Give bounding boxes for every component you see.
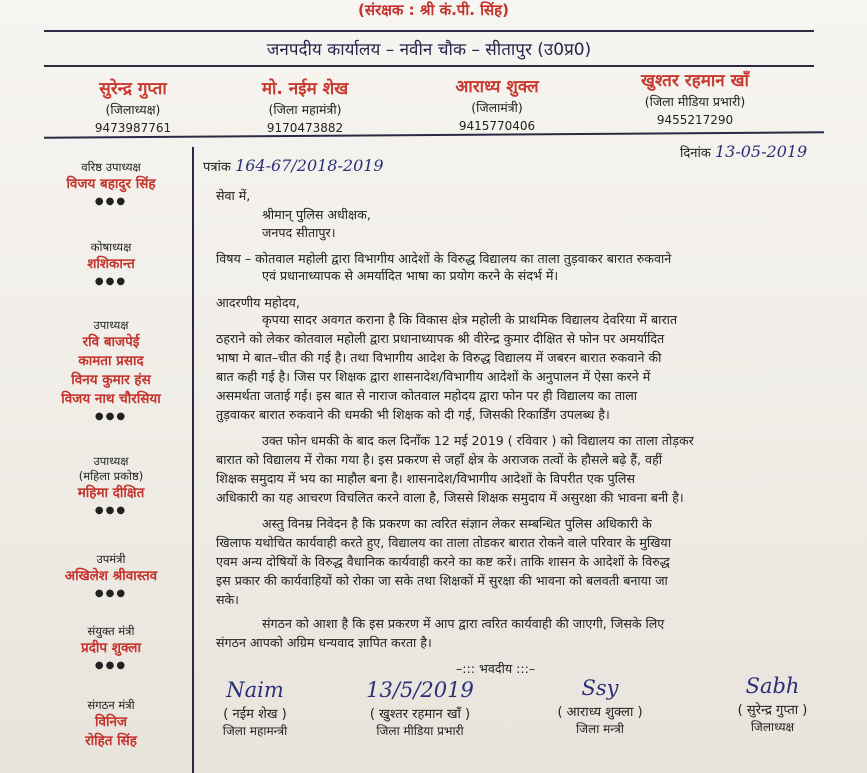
official-name: मो. नईम शेख (261, 79, 349, 99)
signature-scribble: 13/5/2019 (366, 678, 474, 702)
sidebar-name: विनिज (94, 714, 127, 730)
signature-general-secretary (200, 678, 310, 739)
sidebar-divider (192, 147, 194, 773)
sidebar-name: रवि बाजपेई (82, 334, 140, 350)
sidebar-dots: ●●● (94, 588, 128, 599)
reference-label: पत्रांक (203, 160, 231, 175)
sidebar-organisation-secretary (36, 698, 186, 751)
sidebar-dots: ●●● (94, 276, 128, 287)
official-president (48, 76, 218, 135)
sidebar-name: महिमा दीक्षित (77, 485, 145, 501)
sidebar-senior-vice-president (36, 160, 186, 207)
body-line: बात कही गई है। जिस पर शिक्षक द्वारा शासनादेश/विभागीय आदेशों के अनुपालन में ऐसा करने में (216, 369, 651, 384)
official-name: सुरेन्द्र गुप्ता (99, 79, 167, 99)
sidebar-name: शशिकान्त (87, 256, 135, 272)
signatory-name: ( खुश्तर रहमान खाँ ) (369, 707, 471, 722)
signatory-designation: जिला मीडिया प्रभारी (376, 724, 464, 738)
sidebar-joint-secretary (36, 624, 186, 671)
official-phone: 9473987761 (94, 121, 172, 135)
sidebar-dots: ●●● (94, 411, 128, 422)
greeting: आदरणीय महोदय, (216, 295, 300, 310)
sidebar-name: कामता प्रसाद (78, 353, 144, 369)
sidebar-dots: ●●● (94, 196, 128, 207)
reference-value: 164-67/2018-2019 (235, 156, 384, 175)
body-line: भाषा मे बात–चीत की गई है। तथा विभागीय आदेश के विरुद्ध विद्यालय में जबरन बारात रुकवाने की (216, 350, 662, 365)
body-line: असमर्थता जताई गई। इस बात से नाराज कोतवाल महोदय द्वारा फोन पर ही विद्यालय का ताला (216, 388, 638, 403)
official-designation: (जिलामंत्री) (471, 100, 523, 115)
signature-secretary (535, 676, 665, 737)
sidebar-name: प्रदीप शुक्ला (81, 640, 141, 656)
body-line: उक्त फोन धमकी के बाद कल दिनाँक 12 मई 2019 ( रविवार ) को विद्यालय का ताला तोड़कर (262, 433, 694, 448)
official-designation: (जिला महामंत्री) (268, 102, 342, 117)
signatory-name: ( आराध्य शुक्ला ) (557, 705, 643, 720)
signatory-name: ( नईम शेख ) (223, 707, 287, 722)
body-line: कृपया सादर अवगत कराना है कि विकास क्षेत्र महोली के प्राथमिक विद्यालय देवरिया में बारात (262, 312, 678, 327)
sidebar-women-vice-president (36, 454, 186, 516)
date-label: दिनांक (680, 146, 711, 161)
sidebar-dots: ●●● (94, 660, 128, 671)
body-line: सके। (216, 592, 239, 607)
sidebar-designation: उपमंत्री (96, 552, 126, 566)
sidebar-name: अखिलेश श्रीवास्तव (64, 568, 158, 584)
sidebar-vice-presidents (36, 318, 186, 422)
signatory-designation: जिला महामन्त्री (222, 724, 288, 738)
signature-scribble: Naim (226, 678, 284, 702)
official-name: आराध्य शुक्ल (455, 77, 539, 97)
signature-scribble: Ssy (581, 676, 619, 700)
body-line: तुड़वाकर बारात रुकवाने की धमकी भी शिक्षक को दी गई, जिसकी रिकार्डिंग उपलब्ध है। (216, 407, 610, 422)
sidebar-name: विजय नाथ चौरसिया (61, 391, 161, 407)
official-name: खुश्तर रहमान खाँ (641, 71, 749, 91)
salutation-to: सेवा में, (216, 188, 251, 203)
body-line: अधिकारी का यह आचरण विचलित करने वाला है, जिससे शिक्षक समुदाय में असुरक्षा की भावना बनी है। (216, 490, 684, 505)
official-designation: (जिला मीडिया प्रभारी) (644, 94, 746, 109)
sidebar-dots: ●●● (94, 505, 128, 516)
sidebar-deputy-secretary (36, 552, 186, 599)
sidebar-name: रोहित सिंह (85, 733, 137, 749)
signatory-designation: जिला मन्त्री (576, 722, 624, 736)
sidebar-designation-sub: (महिला प्रकोष्ठ) (78, 469, 144, 483)
yours-faithfully: –::: भवदीय :::– (456, 661, 536, 676)
signature-media-incharge (345, 678, 495, 739)
body-line: शिक्षक समुदाय में भय का माहौल बना है। शासनादेश/विभागीय आदेशों के विपरीत एक पुलिस (216, 471, 635, 486)
subject-line-1: विषय – कोतवाल महोली द्वारा विभागीय आदेशों के विरुद्ध विद्यालय का ताला तुड़वाकर बारात रुकवाने (216, 251, 672, 266)
sidebar-name: विनय कुमार हंस (71, 372, 151, 388)
patron-line: (संरक्षक : श्री कं.पी. सिंह) (358, 1, 509, 19)
body-line: इस प्रकार की कार्यवाहियों को रोका जा सके तथा शिक्षकों में सुरक्षा की भावना को बलवती बनाया जा (216, 573, 668, 588)
letter-date (680, 142, 807, 161)
body-line: संगठन को आशा है कि इस प्रकरण में आप द्वारा त्वरित कार्यवाही की जाएगी, जिसके लिए (262, 616, 665, 631)
signatory-name: ( सुरेन्द्र गुप्ता ) (737, 703, 808, 718)
date-value: 13-05-2019 (714, 142, 808, 161)
body-line: एवम अन्य दोषियों के विरुद्ध वैधानिक कार्यवाही करने का कष्ट करें। ताकि शासन के आदेशों के विरुद्ध (216, 554, 670, 569)
sidebar-name: विजय बहादुर सिंह (66, 176, 156, 192)
sidebar-designation: उपाध्यक्ष (93, 318, 129, 332)
sidebar-treasurer (36, 240, 186, 287)
body-line: ठहराने को लेकर कोतवाल महोली द्वारा प्रधानाध्यापक श्री वीरेन्द्र कुमार दीक्षित से फोन पर अमर्यादित (216, 331, 665, 346)
official-secretary (412, 74, 582, 133)
sidebar-designation: उपाध्यक्ष (93, 454, 129, 468)
recipient-place: जनपद सीतापुर। (262, 225, 336, 240)
office-address: जनपदीय कार्यालय – नवीन चौक – सीतापुर (उ0प्र0) (44, 30, 814, 67)
reference-number (203, 156, 384, 175)
official-phone: 9415770406 (458, 119, 536, 133)
official-media-incharge (600, 68, 790, 127)
sidebar-designation: संगठन मंत्री (87, 698, 135, 712)
body-line: अस्तु विनम्र निवेदन है कि प्रकरण का त्वरित संज्ञान लेकर सम्बन्धित पुलिस अधिकारी के (262, 516, 652, 531)
official-designation: (जिलाध्यक्ष) (105, 102, 161, 117)
official-general-secretary (220, 76, 390, 135)
sidebar-designation: संयुक्त मंत्री (87, 624, 135, 638)
subject-line-2: एवं प्रधानाध्यापक से अमर्यादित भाषा का प्रयोग करने के संदर्भ में। (262, 268, 559, 283)
signature-president (700, 674, 845, 735)
body-line: खिलाफ यथोचित कार्यवाही करते हुए, विद्यालय का ताला तोडकर बारात रोकने वाले परिवार के मुखिया (216, 535, 671, 550)
body-line: संगठन आपको अग्रिम धन्यवाद ज्ञापित करता है। (216, 635, 432, 650)
sidebar-designation: कोषाध्यक्ष (90, 240, 132, 254)
recipient-title: श्रीमान् पुलिस अधीक्षक, (262, 207, 371, 222)
sidebar-designation: वरिष्ठ उपाध्यक्ष (81, 160, 141, 174)
signatory-designation: जिलाध्यक्ष (750, 720, 795, 734)
signature-scribble: Sabh (745, 674, 800, 698)
official-phone: 9170473882 (266, 121, 344, 135)
official-phone: 9455217290 (656, 113, 734, 127)
body-line: बारात को विद्यालय में रोका गया है। इस प्रकरण से जहाँ क्षेत्र के अराजक तत्वों के हौसले बढ़े हैं, वहीं (216, 452, 663, 467)
